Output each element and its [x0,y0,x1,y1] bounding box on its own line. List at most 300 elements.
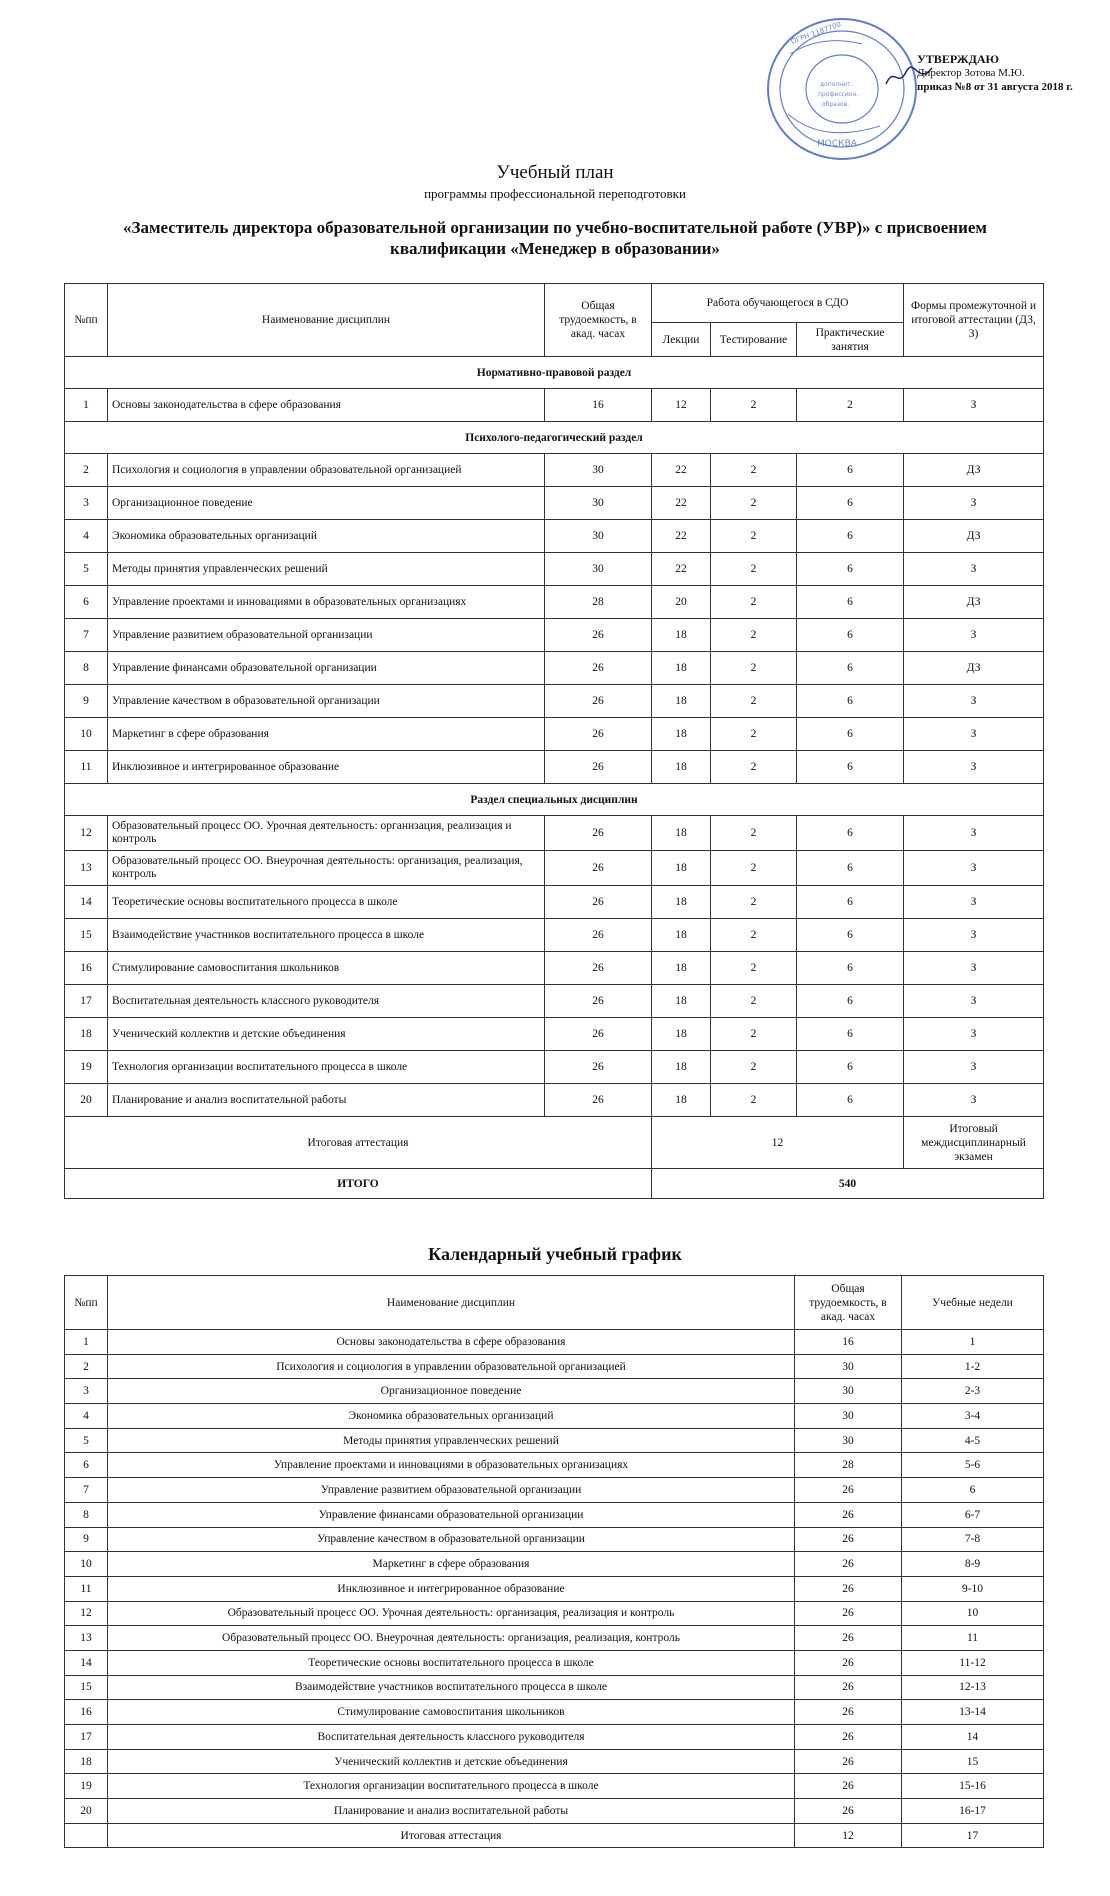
cell-total: 16 [545,389,652,422]
cell-lectures: 18 [652,816,711,851]
col-lectures: Лекции [652,323,711,357]
table-row [65,685,1044,718]
cell-total: 26 [795,1700,902,1725]
cell-num: 13 [65,851,108,886]
table-row [65,1404,1044,1429]
cell-weeks: 6 [902,1478,1044,1503]
final-label: Итоговая аттестация [65,1117,652,1169]
cell-lectures: 18 [652,652,711,685]
cell-lectures: 22 [652,520,711,553]
cell-testing: 2 [711,652,797,685]
cell-total: 26 [795,1749,902,1774]
cell-num: 11 [65,751,108,784]
cell-practice: 6 [797,718,904,751]
cell-name: Взаимодействие участников воспитательного процесса в школе [108,919,545,952]
cell-form: З [904,389,1044,422]
cell-lectures: 18 [652,685,711,718]
cal-col-weeks: Учебные недели [902,1276,1044,1330]
cell-testing: 2 [711,952,797,985]
cell-num: 9 [65,685,108,718]
cell-num: 15 [65,1675,108,1700]
table-row [65,952,1044,985]
cell-name: Образовательный процесс ОО. Внеурочная деятельность: организация, реализация, контроль [108,851,545,886]
cell-total: 26 [795,1478,902,1503]
cell-total: 26 [545,718,652,751]
cell-total: 26 [795,1527,902,1552]
cell-form: З [904,985,1044,1018]
cell-num: 2 [65,1354,108,1379]
cell-total: 28 [795,1453,902,1478]
cell-num: 7 [65,1478,108,1503]
cell-form: З [904,851,1044,886]
cell-weeks: 9-10 [902,1576,1044,1601]
table-row [65,919,1044,952]
table-row [65,1379,1044,1404]
cell-name: Психология и социология в управлении образовательной организацией [108,1354,795,1379]
cell-form: З [904,751,1044,784]
section-title: Психолого-педагогический раздел [65,422,1044,454]
table-row [65,1774,1044,1799]
cell-weeks: 13-14 [902,1700,1044,1725]
cell-practice: 6 [797,952,904,985]
total-label: ИТОГО [65,1169,652,1199]
cell-practice: 6 [797,919,904,952]
cell-name: Образовательный процесс ОО. Урочная деятельность: организация, реализация и контроль [108,816,545,851]
cell-num: 11 [65,1576,108,1601]
table-row [65,1675,1044,1700]
cell-testing: 2 [711,1018,797,1051]
col-name: Наименование дисциплин [108,284,545,357]
cell-num: 8 [65,652,108,685]
cell-total: 26 [545,685,652,718]
cell-weeks: 15 [902,1749,1044,1774]
cell-name: Основы законодательства в сфере образования [108,1330,795,1355]
cell-num: 12 [65,1601,108,1626]
cell-practice: 6 [797,487,904,520]
cell-weeks: 1 [902,1330,1044,1355]
cell-num: 20 [65,1084,108,1117]
cell-total: 30 [545,487,652,520]
final-hours: 12 [652,1117,904,1169]
cell-form: З [904,919,1044,952]
table-row [65,1749,1044,1774]
cell-name: Маркетинг в сфере образования [108,1552,795,1577]
cell-practice: 2 [797,389,904,422]
cell-num: 10 [65,1552,108,1577]
cell-num: 19 [65,1774,108,1799]
cell-name: Организационное поведение [108,487,545,520]
cell-testing: 2 [711,487,797,520]
cell-testing: 2 [711,985,797,1018]
cell-name: Планирование и анализ воспитательной работы [108,1084,545,1117]
cal-col-total: Общая трудоемкость, в акад. часах [795,1276,902,1330]
table-row [65,1552,1044,1577]
cell-lectures: 18 [652,851,711,886]
cell-lectures: 18 [652,751,711,784]
cell-weeks: 14 [902,1725,1044,1750]
cell-num: 15 [65,919,108,952]
cell-weeks: 16-17 [902,1799,1044,1824]
cell-weeks: 6-7 [902,1502,1044,1527]
cell-testing: 2 [711,919,797,952]
cell-form: З [904,685,1044,718]
cell-name: Воспитательная деятельность классного руководителя [108,985,545,1018]
cell-name: Воспитательная деятельность классного руководителя [108,1725,795,1750]
cell-total: 26 [545,619,652,652]
cell-total: 30 [795,1379,902,1404]
final-form: Итоговый междисциплинарный экзамен [904,1117,1044,1169]
table-row [65,1601,1044,1626]
cell-testing: 2 [711,851,797,886]
cell-form: З [904,1018,1044,1051]
cell-total: 26 [545,1051,652,1084]
table-row [65,619,1044,652]
cell-testing: 2 [711,619,797,652]
cell-testing: 2 [711,718,797,751]
cell-name: Ученический коллектив и детские объединения [108,1749,795,1774]
cell-practice: 6 [797,685,904,718]
table-row [65,1576,1044,1601]
cell-total: 26 [795,1774,902,1799]
cell-weeks: 2-3 [902,1379,1044,1404]
cell-form: З [904,718,1044,751]
cell-num: 20 [65,1799,108,1824]
cell-practice: 6 [797,652,904,685]
cell-total: 26 [545,919,652,952]
svg-text:ОГРН 1187700: ОГРН 1187700 [789,20,843,46]
cell-total: 26 [795,1725,902,1750]
cell-num: 16 [65,952,108,985]
cell-lectures: 12 [652,389,711,422]
cell-num [65,1823,108,1848]
cell-name: Основы законодательства в сфере образования [108,389,545,422]
approval-order: приказ №8 от 31 августа 2018 г. [917,81,1073,93]
cell-name: Управление финансами образовательной организации [108,652,545,685]
cell-practice: 6 [797,886,904,919]
cell-num: 16 [65,1700,108,1725]
cell-num: 2 [65,454,108,487]
approval-block [762,14,1073,164]
calendar-title: Календарный учебный график [428,1244,682,1264]
cell-num: 8 [65,1502,108,1527]
cell-name: Управление проектами и инновациями в образовательных организациях [108,1453,795,1478]
cell-num: 6 [65,586,108,619]
table-row [65,1084,1044,1117]
cell-num: 5 [65,553,108,586]
cell-practice: 6 [797,1051,904,1084]
page-title: Учебный план [496,162,614,183]
cell-total: 26 [545,851,652,886]
cell-total: 26 [795,1675,902,1700]
cell-total: 30 [795,1354,902,1379]
cell-total: 26 [795,1601,902,1626]
cell-lectures: 22 [652,454,711,487]
cell-testing: 2 [711,586,797,619]
cell-weeks: 10 [902,1601,1044,1626]
cell-num: 14 [65,886,108,919]
cell-weeks: 3-4 [902,1404,1044,1429]
cell-total: 26 [545,1084,652,1117]
table-row [65,389,1044,422]
cell-total: 26 [545,652,652,685]
table-row [65,1453,1044,1478]
cell-practice: 6 [797,553,904,586]
cell-lectures: 22 [652,487,711,520]
cell-lectures: 18 [652,886,711,919]
cell-form: ДЗ [904,454,1044,487]
cell-total: 26 [545,816,652,851]
cell-form: З [904,886,1044,919]
cell-num: 4 [65,520,108,553]
cell-name: Управление развитием образовательной организации [108,619,545,652]
cell-num: 19 [65,1051,108,1084]
cell-num: 6 [65,1453,108,1478]
col-total: Общая трудоемкость, в акад. часах [545,284,652,357]
cell-name: Стимулирование самовоспитания школьников [108,1700,795,1725]
approval-text [917,52,1077,94]
cell-form: ДЗ [904,652,1044,685]
table-row [65,1478,1044,1503]
col-testing: Тестирование [711,323,797,357]
cell-name: Теоретические основы воспитательного процесса в школе [108,1650,795,1675]
cell-total: 30 [545,553,652,586]
cell-practice: 6 [797,586,904,619]
cell-name: Организационное поведение [108,1379,795,1404]
cell-lectures: 18 [652,1084,711,1117]
section-title: Нормативно-правовой раздел [65,357,1044,389]
cell-practice: 6 [797,851,904,886]
cell-num: 4 [65,1404,108,1429]
table-row [65,1823,1044,1848]
cell-practice: 6 [797,751,904,784]
cell-form: ДЗ [904,586,1044,619]
table-row [65,553,1044,586]
cell-total: 26 [545,1018,652,1051]
cell-num: 18 [65,1018,108,1051]
cell-form: З [904,553,1044,586]
cell-practice: 6 [797,619,904,652]
cell-name: Методы принятия управленческих решений [108,1428,795,1453]
cell-num: 7 [65,619,108,652]
table-row [65,1626,1044,1651]
cell-weeks: 12-13 [902,1675,1044,1700]
cell-num: 1 [65,389,108,422]
cell-lectures: 18 [652,919,711,952]
cell-total: 30 [545,520,652,553]
table-row [65,1428,1044,1453]
cell-num: 12 [65,816,108,851]
curriculum-table [64,283,1044,1199]
cell-num: 5 [65,1428,108,1453]
cell-total: 26 [795,1799,902,1824]
cell-lectures: 18 [652,619,711,652]
cell-practice: 6 [797,1018,904,1051]
svg-text:МОСКВА: МОСКВА [817,139,857,149]
cell-total: 30 [795,1404,902,1429]
cell-name: Технология организации воспитательного процесса в школе [108,1051,545,1084]
cell-weeks: 5-6 [902,1453,1044,1478]
cell-num: 1 [65,1330,108,1355]
cell-total: 30 [545,454,652,487]
cell-name: Образовательный процесс ОО. Внеурочная деятельность: организация, реализация, контроль [108,1626,795,1651]
cell-weeks: 8-9 [902,1552,1044,1577]
cell-form: З [904,816,1044,851]
cell-num: 3 [65,487,108,520]
table-row [65,1330,1044,1355]
cell-total: 16 [795,1330,902,1355]
cell-total: 26 [545,751,652,784]
cell-weeks: 17 [902,1823,1044,1848]
cell-name: Управление проектами и инновациями в образовательных организациях [108,586,545,619]
table-row [65,1799,1044,1824]
cell-testing: 2 [711,520,797,553]
cell-num: 18 [65,1749,108,1774]
cell-name: Управление развитием образовательной организации [108,1478,795,1503]
cell-total: 26 [795,1650,902,1675]
program-title: «Заместитель директора образовательной организации по учебно-воспитательной работе (УВР)» с присвоением квалификации «Менеджер в образовании» [122,218,988,258]
cell-testing: 2 [711,751,797,784]
cell-name: Методы принятия управленческих решений [108,553,545,586]
cell-form: З [904,487,1044,520]
cell-testing: 2 [711,1051,797,1084]
cell-num: 17 [65,985,108,1018]
cell-name: Маркетинг в сфере образования [108,718,545,751]
table-row [65,520,1044,553]
col-forms: Формы промежуточной и итоговой аттестации (ДЗ, З) [904,284,1044,357]
approval-title: УТВЕРЖДАЮ [917,52,1000,66]
table-row [65,454,1044,487]
cell-name: Стимулирование самовоспитания школьников [108,952,545,985]
cell-lectures: 18 [652,985,711,1018]
col-work: Работа обучающегося в СДО [652,284,904,323]
table-row [65,652,1044,685]
cell-lectures: 22 [652,553,711,586]
cell-testing: 2 [711,685,797,718]
svg-text:дополнит.: дополнит. [820,81,853,88]
cell-total: 26 [795,1626,902,1651]
cell-testing: 2 [711,1084,797,1117]
svg-text:образов.: образов. [822,101,850,108]
calendar-table [64,1275,1044,1848]
cell-num: 14 [65,1650,108,1675]
cell-name: Технология организации воспитательного процесса в школе [108,1774,795,1799]
cell-total: 26 [545,886,652,919]
table-row [65,816,1044,851]
cell-lectures: 18 [652,718,711,751]
cell-num: 3 [65,1379,108,1404]
cell-name: Взаимодействие участников воспитательного процесса в школе [108,1675,795,1700]
total-hours: 540 [652,1169,1044,1199]
cell-weeks: 15-16 [902,1774,1044,1799]
cal-col-name: Наименование дисциплин [108,1276,795,1330]
cell-practice: 6 [797,816,904,851]
cell-total: 26 [795,1502,902,1527]
cell-num: 17 [65,1725,108,1750]
cell-testing: 2 [711,816,797,851]
section-title: Раздел специальных дисциплин [65,784,1044,816]
cell-name: Ученический коллектив и детские объединения [108,1018,545,1051]
cell-name: Управление качеством в образовательной организации [108,1527,795,1552]
cell-weeks: 7-8 [902,1527,1044,1552]
cell-practice: 6 [797,1084,904,1117]
approval-director: Директор Зотова М.Ю. [917,67,1025,79]
cell-lectures: 20 [652,586,711,619]
cell-testing: 2 [711,553,797,586]
cell-practice: 6 [797,520,904,553]
cell-practice: 6 [797,985,904,1018]
cell-form: З [904,1051,1044,1084]
cell-name: Инклюзивное и интегрированное образование [108,751,545,784]
cell-total: 28 [545,586,652,619]
cell-num: 10 [65,718,108,751]
cell-total: 12 [795,1823,902,1848]
cell-num: 13 [65,1626,108,1651]
table-row [65,985,1044,1018]
table-row [65,1354,1044,1379]
cell-form: З [904,1084,1044,1117]
table-row [65,1018,1044,1051]
cal-col-num: №пп [65,1276,108,1330]
cell-lectures: 18 [652,1051,711,1084]
cell-name: Управление финансами образовательной организации [108,1502,795,1527]
col-num: №пп [65,284,108,357]
cell-name: Образовательный процесс ОО. Урочная деятельность: организация, реализация и контроль [108,1601,795,1626]
cell-form: ДЗ [904,520,1044,553]
cell-name: Инклюзивное и интегрированное образование [108,1576,795,1601]
table-row [65,1527,1044,1552]
table-row [65,851,1044,886]
cell-weeks: 11 [902,1626,1044,1651]
cell-name: Психология и социология в управлении образовательной организацией [108,454,545,487]
cell-weeks: 11-12 [902,1650,1044,1675]
cell-lectures: 18 [652,1018,711,1051]
cell-weeks: 1-2 [902,1354,1044,1379]
cell-num: 9 [65,1527,108,1552]
table-row [65,751,1044,784]
table-row [65,1650,1044,1675]
page-subtitle: программы профессиональной переподготовки [424,186,686,201]
col-practice: Практические занятия [797,323,904,357]
cell-name: Планирование и анализ воспитательной работы [108,1799,795,1824]
table-row [65,886,1044,919]
cell-lectures: 18 [652,952,711,985]
cell-weeks: 4-5 [902,1428,1044,1453]
table-row [65,586,1044,619]
cell-name: Теоретические основы воспитательного процесса в школе [108,886,545,919]
cell-testing: 2 [711,454,797,487]
cell-name: Экономика образовательных организаций [108,1404,795,1429]
cell-name: Управление качеством в образовательной организации [108,685,545,718]
cell-total: 26 [795,1552,902,1577]
svg-text:профессион.: профессион. [818,91,859,98]
table-row [65,1725,1044,1750]
cell-total: 26 [795,1576,902,1601]
cell-testing: 2 [711,389,797,422]
cell-form: З [904,952,1044,985]
table-row [65,718,1044,751]
cell-name: Итоговая аттестация [108,1823,795,1848]
cell-form: З [904,619,1044,652]
cell-total: 26 [545,985,652,1018]
cell-practice: 6 [797,454,904,487]
cell-name: Экономика образовательных организаций [108,520,545,553]
cell-total: 30 [795,1428,902,1453]
cell-testing: 2 [711,886,797,919]
table-row [65,487,1044,520]
table-row [65,1051,1044,1084]
cell-total: 26 [545,952,652,985]
table-row [65,1700,1044,1725]
